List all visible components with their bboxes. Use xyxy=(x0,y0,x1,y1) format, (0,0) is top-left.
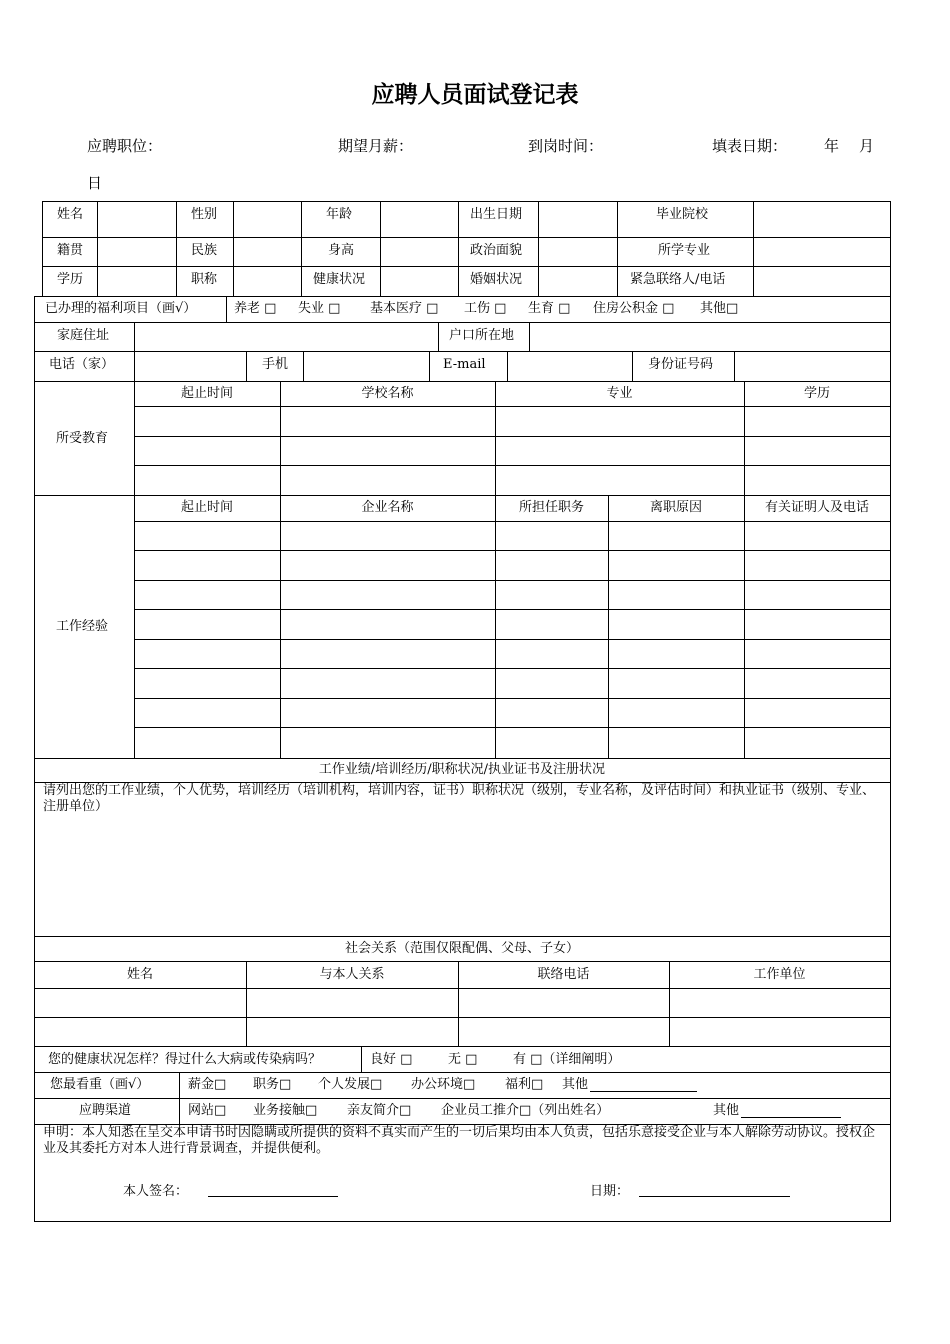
health-yes-checkbox[interactable]: 有 □（详细阐明） xyxy=(513,1052,621,1067)
social-name-header: 姓名 xyxy=(126,967,153,982)
ethnicity-label: 民族 xyxy=(191,243,218,258)
edu-major-header: 专业 xyxy=(606,386,633,401)
emergency-contact-label: 紧急联络人/电话 xyxy=(630,272,726,287)
hometown-label: 籍贯 xyxy=(57,243,84,258)
welfare-injury-checkbox[interactable]: 工伤 □ xyxy=(464,301,507,316)
id-number-label: 身份证号码 xyxy=(648,357,714,372)
welfare-housing-fund-checkbox[interactable]: 住房公积金 □ xyxy=(593,301,675,316)
priority-salary-checkbox[interactable]: 薪金□ xyxy=(188,1077,227,1092)
social-relation-header: 与本人关系 xyxy=(319,967,385,982)
health-status-label: 健康状况 xyxy=(313,272,366,287)
work-company-header: 企业名称 xyxy=(361,500,414,515)
declaration-text: 申明：本人知悉在呈交本申请书时因隐瞒或所提供的资料不真实而产生的一切后果均由本人负责，包括乐意接受企业与本人解除劳动协议。授权企业及其委托方对本人进行背景调查，并提供便利。 xyxy=(43,1125,876,1156)
age-label: 年龄 xyxy=(326,207,353,222)
mobile-label: 手机 xyxy=(262,357,289,372)
welfare-medical-checkbox[interactable]: 基本医疗 □ xyxy=(370,301,439,316)
birthdate-label: 出生日期 xyxy=(470,207,523,222)
height-label: 身高 xyxy=(328,243,355,258)
achievements-description: 请列出您的工作业绩，个人优势，培训经历（培训机构，培训内容，证书）职称状况（级别，专业名称，及评估时间）和执业证书（级别、专业、注册单位） xyxy=(43,783,876,814)
channel-employee-referral-checkbox[interactable]: 企业员工推介□（列出姓名） xyxy=(441,1103,610,1118)
channel-label: 应聘渠道 xyxy=(79,1103,132,1118)
health-question: 您的健康状况怎样？得过什么大病或传染病吗？ xyxy=(48,1052,322,1067)
fill-date-label: 填表日期： xyxy=(712,137,788,155)
arrival-label: 到岗时间： xyxy=(528,137,604,155)
edu-degree-header: 学历 xyxy=(803,386,830,401)
work-period-header: 起止时间 xyxy=(180,500,233,515)
health-none-checkbox[interactable]: 无 □ xyxy=(448,1052,478,1067)
channel-business-checkbox[interactable]: 业务接触□ xyxy=(253,1103,318,1118)
gender-label: 性别 xyxy=(191,207,218,222)
major-label: 所学专业 xyxy=(658,243,711,258)
title-rank-label: 职称 xyxy=(191,272,218,287)
channel-website-checkbox[interactable]: 网站□ xyxy=(188,1103,227,1118)
salary-label: 期望月薪： xyxy=(338,137,414,155)
hukou-label: 户口所在地 xyxy=(449,328,515,343)
priority-other-input[interactable] xyxy=(590,1091,697,1092)
form-title: 应聘人员面试登记表 xyxy=(371,82,579,108)
work-position-header: 所担任职务 xyxy=(518,500,584,515)
welfare-unemployment-checkbox[interactable]: 失业 □ xyxy=(298,301,341,316)
email-label: E-mail xyxy=(443,357,486,372)
priority-position-checkbox[interactable]: 职务□ xyxy=(253,1077,292,1092)
achievements-title: 工作业绩/培训经历/职称状况/执业证书及注册状况 xyxy=(318,762,606,777)
social-phone-header: 联络电话 xyxy=(537,967,590,982)
education-label: 所受教育 xyxy=(56,431,109,446)
health-good-checkbox[interactable]: 良好 □ xyxy=(370,1052,413,1067)
marital-label: 婚姻状况 xyxy=(470,272,523,287)
edu-school-header: 学校名称 xyxy=(361,386,414,401)
edu-period-header: 起止时间 xyxy=(180,386,233,401)
welfare-pension-checkbox[interactable]: 养老 □ xyxy=(234,301,277,316)
channel-other-label: 其他 xyxy=(713,1103,740,1118)
priority-development-checkbox[interactable]: 个人发展□ xyxy=(318,1077,383,1092)
work-experience-label: 工作经验 xyxy=(56,619,109,634)
welfare-maternity-checkbox[interactable]: 生育 □ xyxy=(528,301,571,316)
year-label: 年 xyxy=(824,137,840,155)
welfare-other-checkbox[interactable]: 其他□ xyxy=(700,301,739,316)
channel-other-input[interactable] xyxy=(741,1117,841,1118)
social-title: 社会关系（范围仅限配偶、父母、子女） xyxy=(344,941,579,956)
priority-environment-checkbox[interactable]: 办公环境□ xyxy=(411,1077,476,1092)
sign-date-field[interactable] xyxy=(639,1196,790,1197)
home-address-label: 家庭住址 xyxy=(57,328,110,343)
work-reference-header: 有关证明人及电话 xyxy=(764,500,869,515)
priority-welfare-checkbox[interactable]: 福利□ xyxy=(505,1077,544,1092)
political-label: 政治面貌 xyxy=(470,243,523,258)
priority-other-label: 其他 xyxy=(562,1077,589,1092)
signature-label: 本人签名： xyxy=(123,1184,189,1199)
home-phone-label: 电话（家） xyxy=(49,357,115,372)
day-label: 日 xyxy=(87,174,103,192)
sign-date-label: 日期： xyxy=(590,1184,630,1199)
priority-label: 您最看重（画√） xyxy=(50,1077,150,1092)
welfare-label: 已办理的福利项目（画√） xyxy=(45,301,197,316)
signature-field[interactable] xyxy=(208,1196,338,1197)
channel-friends-checkbox[interactable]: 亲友简介□ xyxy=(347,1103,412,1118)
school-label: 毕业院校 xyxy=(656,207,709,222)
degree-label: 学历 xyxy=(57,272,84,287)
name-label: 姓名 xyxy=(57,207,84,222)
position-label: 应聘职位： xyxy=(87,137,163,155)
month-label: 月 xyxy=(859,137,875,155)
work-leave-reason-header: 离职原因 xyxy=(649,500,702,515)
social-workplace-header: 工作单位 xyxy=(753,967,806,982)
